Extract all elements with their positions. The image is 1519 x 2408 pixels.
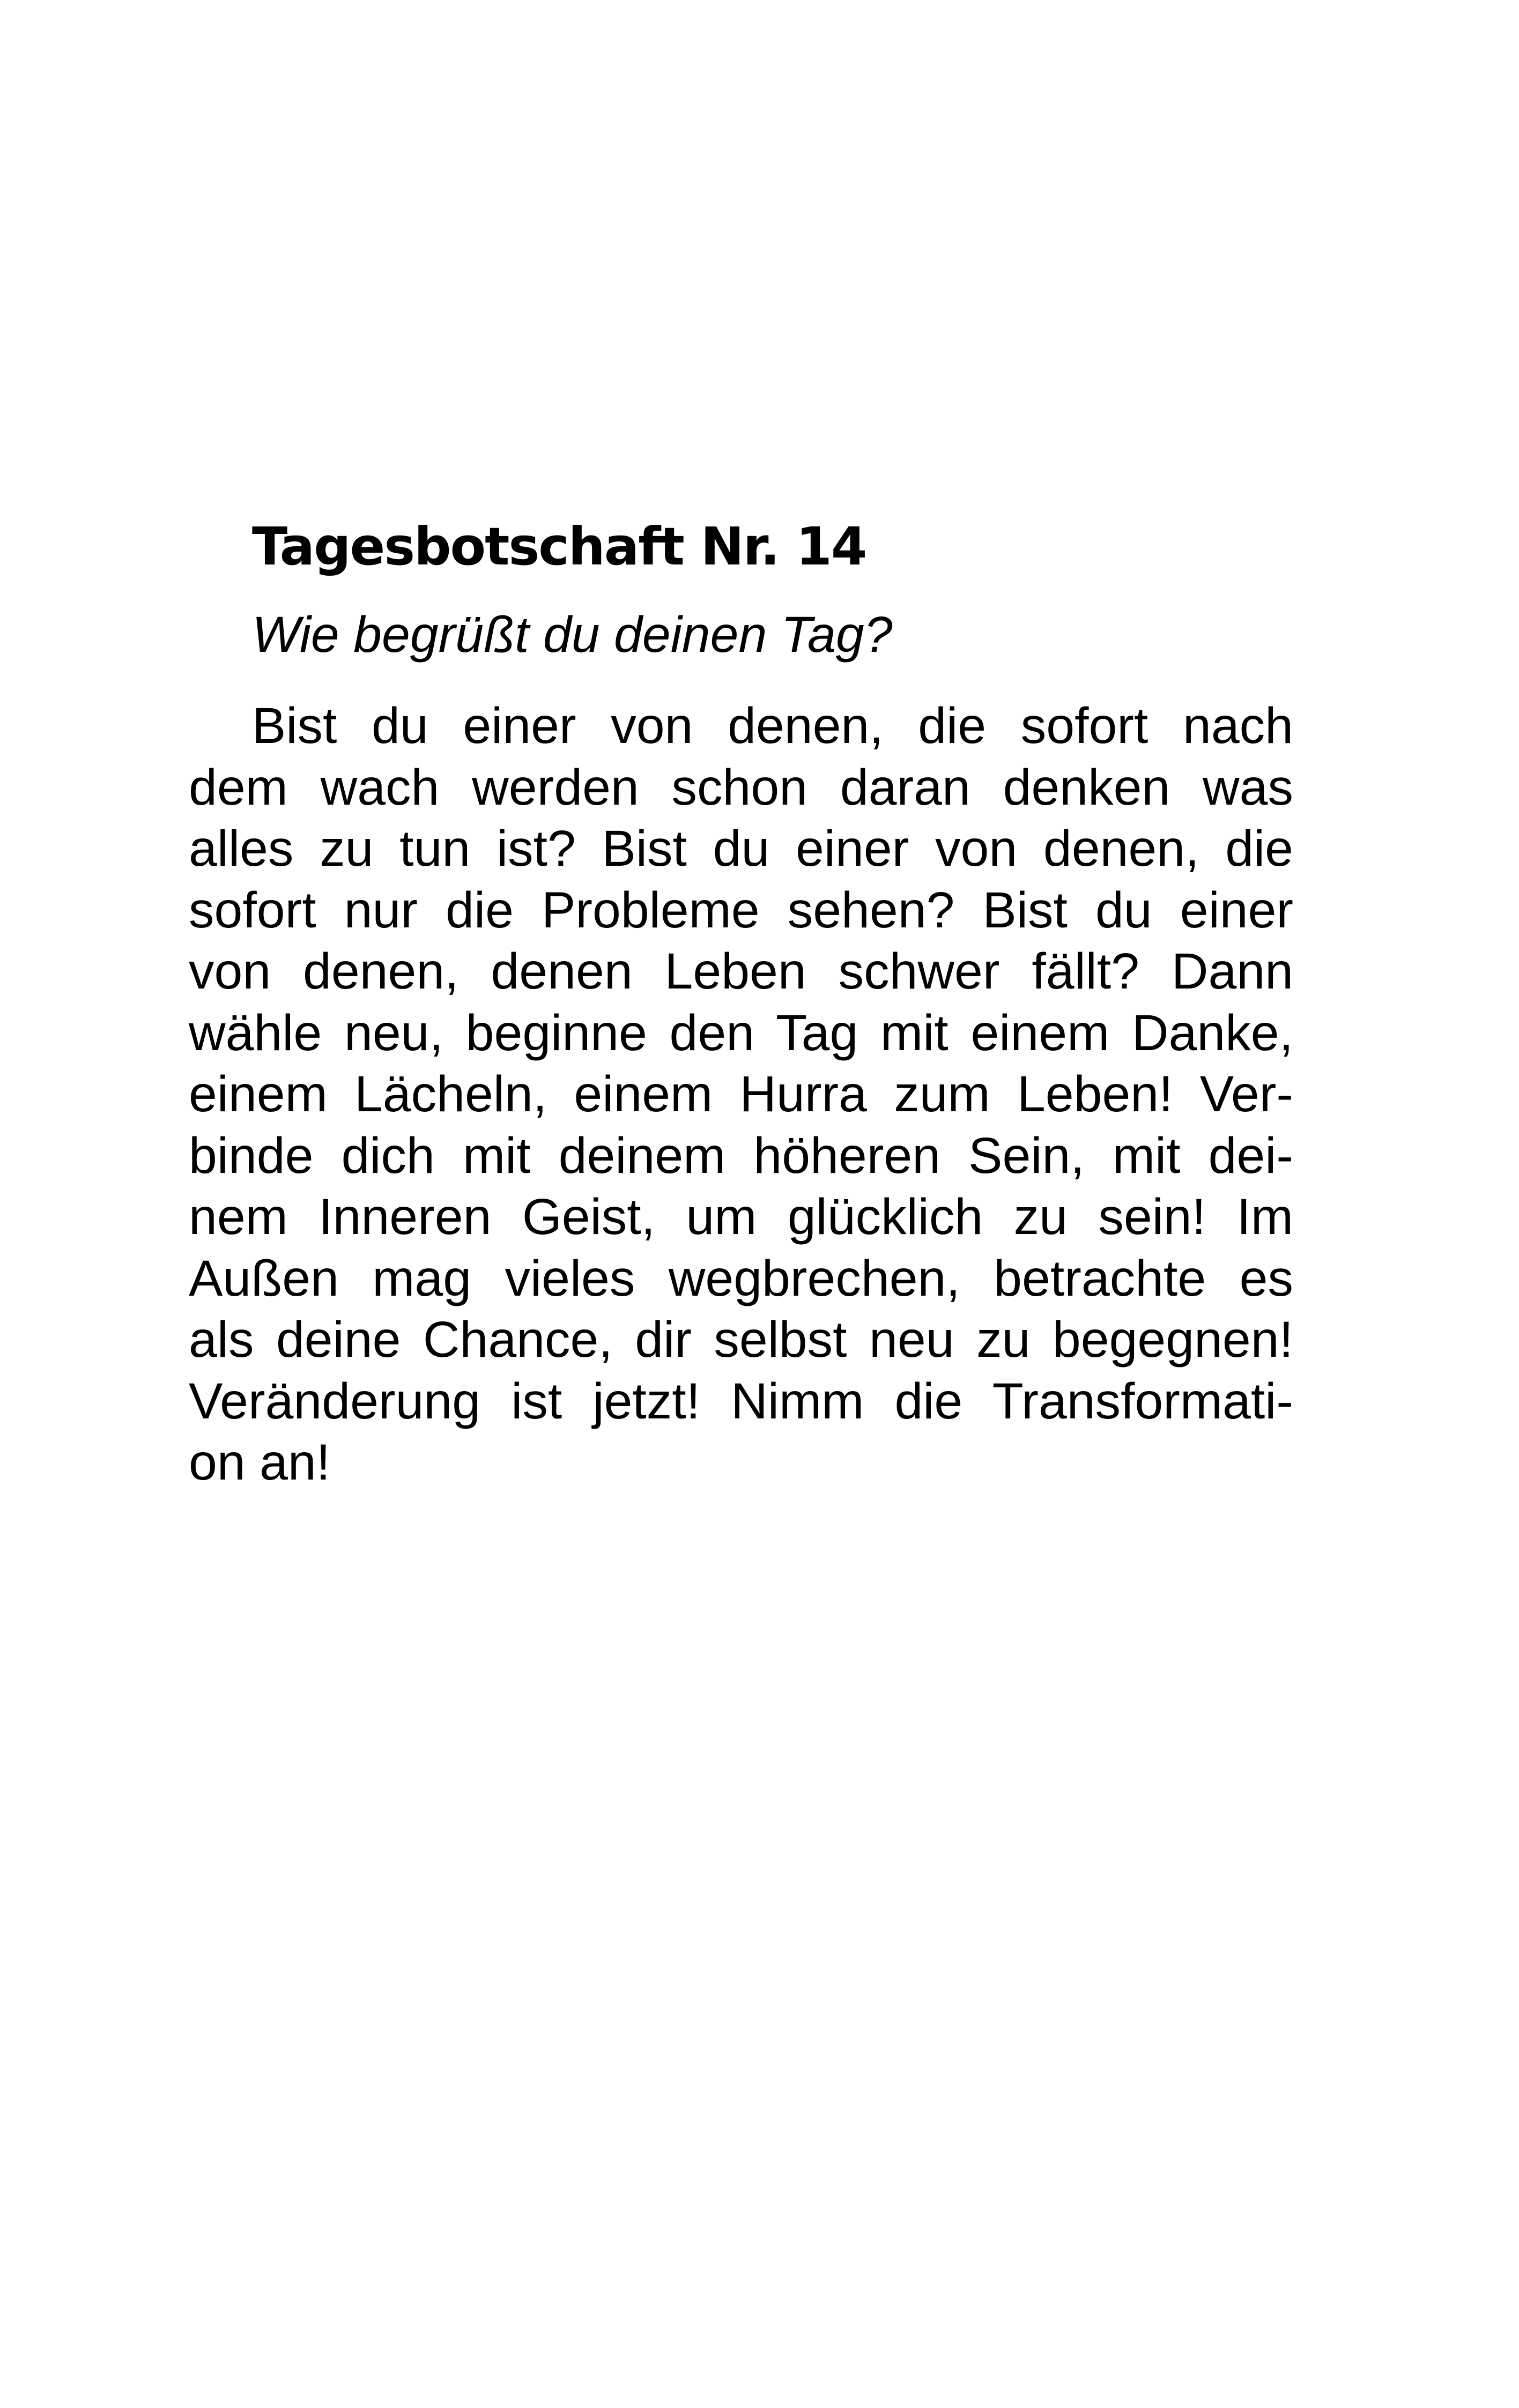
body-line: nem Inneren Geist, um glücklich zu sein! Im: [189, 1188, 1293, 1245]
message-body: [189, 695, 1293, 1493]
body-line: von denen, denen Leben schwer fällt? Dann: [189, 943, 1293, 1000]
body-line: alles zu tun ist? Bist du einer von denen, die: [189, 820, 1293, 877]
message-subtitle: Wie begrüßt du deinen Tag?: [252, 606, 893, 663]
body-line: binde dich mit deinem höheren Sein, mit dei-: [189, 1127, 1293, 1184]
message-title: Tagesbotschaft Nr. 14: [252, 516, 866, 577]
page-content: [189, 512, 1293, 1493]
body-line: einem Lächeln, einem Hurra zum Leben! Ver-: [189, 1066, 1293, 1123]
body-line: wähle neu, beginne den Tag mit einem Danke,: [189, 1004, 1293, 1061]
body-line: Veränderung ist jetzt! Nimm die Transformati-: [189, 1372, 1293, 1430]
body-line: als deine Chance, dir selbst neu zu begegnen!: [189, 1311, 1293, 1368]
body-line: sofort nur die Probleme sehen? Bist du einer: [189, 881, 1293, 939]
body-line: dem wach werden schon daran denken was: [189, 759, 1293, 816]
body-line: Bist du einer von denen, die sofort nach: [252, 697, 1293, 754]
body-line: on an!: [189, 1434, 331, 1491]
body-line: Außen mag vieles wegbrechen, betrachte es: [189, 1250, 1293, 1307]
